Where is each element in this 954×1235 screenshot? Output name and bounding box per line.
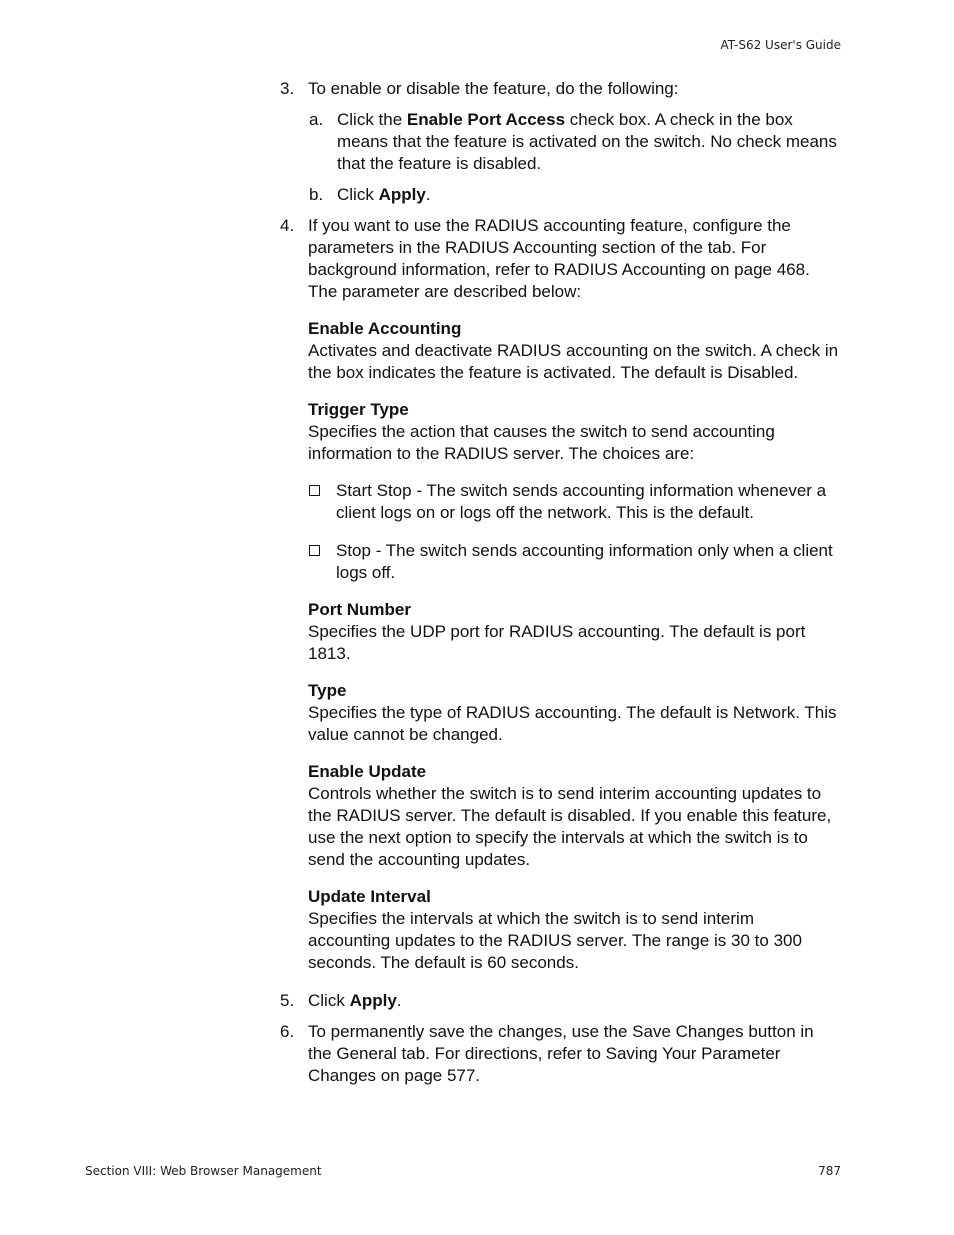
apply-label: Apply (378, 185, 426, 204)
param-trigger-type (280, 399, 840, 465)
substep-letter: a. (309, 110, 324, 129)
enable-port-access-label: Enable Port Access (406, 110, 566, 129)
step-5: 5. Click Apply. (280, 991, 402, 1010)
apply-label: Apply (349, 991, 397, 1010)
checkbox-bullet-icon (309, 485, 320, 496)
param-title: Enable Update (308, 762, 427, 781)
page-number: 787 (818, 1164, 841, 1178)
substep-b: b. Click Apply. (309, 185, 431, 204)
step-text: To enable or disable the feature, do the following: (308, 79, 679, 98)
substep-letter: b. (309, 185, 324, 204)
step-number: 4. (280, 216, 295, 235)
step-3 (280, 78, 840, 100)
list-item: Start Stop - The switch sends accounting information whenever a client logs on or logs off the network. This is the default. (280, 480, 840, 524)
running-header: AT-S62 User's Guide (720, 38, 841, 52)
param-description: Specifies the type of RADIUS accounting. The default is Network. This value cannot be changed. (308, 703, 837, 744)
step-text: If you want to use the RADIUS accounting feature, configure the parameters in the RADIUS Accounting section of the tab. For background information, refer to RADIUS Accounting on page 468. The parameter are described below: (308, 216, 810, 301)
param-enable-accounting (280, 318, 840, 384)
param-description: Activates and deactivate RADIUS accounting on the switch. A check in the box indicates the feature is activated. The default is Disabled. (308, 341, 839, 382)
param-description: Specifies the intervals at which the switch is to send interim accounting updates to the RADIUS server. The range is 30 to 300 seconds. The default is 60 seconds. (308, 909, 802, 972)
param-description: Specifies the action that causes the switch to send accounting information to the RADIUS server. The choices are: (308, 422, 775, 463)
param-port-number (280, 599, 840, 665)
param-description: Controls whether the switch is to send interim accounting updates to the RADIUS server. The default is disabled. If you enable this feature, use the next option to specify the intervals at which the switch is to send the accounting updates. (308, 784, 832, 869)
param-enable-update (280, 761, 840, 871)
list-item: Stop - The switch sends accounting information only when a client logs off. (280, 540, 840, 584)
step-4 (280, 215, 840, 303)
step-text: To permanently save the changes, use the Save Changes button in the General tab. For directions, refer to Saving Your Parameter Changes on page 577. (308, 1022, 814, 1085)
step-number: 5. (280, 991, 295, 1010)
page-content (280, 78, 840, 1087)
param-type (280, 680, 840, 746)
substep-a: a. Click the Enable Port Access check box. A check in the box means that the feature is activated on the switch. No check means that the feature is disabled. (309, 110, 837, 173)
param-title: Type (308, 681, 347, 700)
step-number: 3. (280, 79, 295, 98)
step-number: 6. (280, 1022, 295, 1041)
param-update-interval (280, 886, 840, 974)
step-6 (280, 1021, 840, 1087)
param-description: Specifies the UDP port for RADIUS accounting. The default is port 1813. (308, 622, 806, 663)
param-title: Trigger Type (308, 400, 409, 419)
checkbox-bullet-icon (309, 545, 320, 556)
param-title: Enable Accounting (308, 319, 462, 338)
footer-section: Section VIII: Web Browser Management (85, 1164, 322, 1178)
param-title: Update Interval (308, 887, 431, 906)
param-title: Port Number (308, 600, 411, 619)
